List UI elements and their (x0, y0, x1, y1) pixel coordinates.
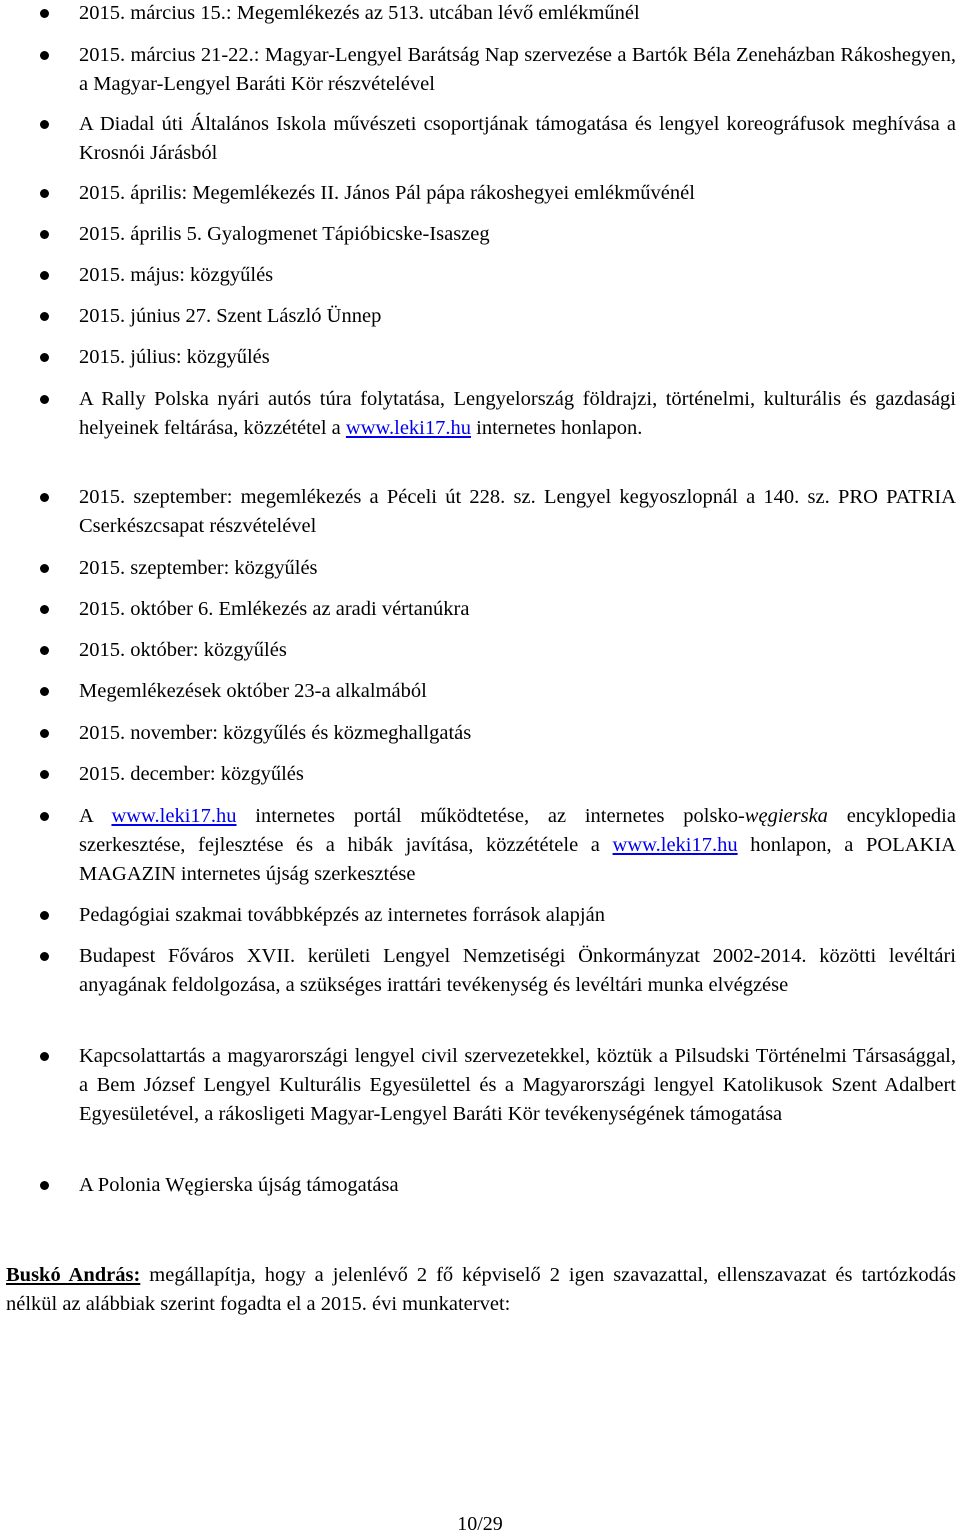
bullet-icon (40, 9, 49, 18)
bullet-icon (40, 271, 49, 280)
bullet-icon (40, 687, 49, 696)
leki17-link[interactable]: www.leki17.hu (612, 834, 738, 856)
bullet-icon (40, 493, 49, 502)
bullet-icon (40, 646, 49, 655)
bullet-icon (40, 230, 49, 239)
bullet-icon (40, 1052, 49, 1061)
bullet-icon (40, 911, 49, 920)
document-page: 2015. március 15.: Megemlékezés az 513. utcában lévő emlékműnél 2015. március 21-22.: Magyar-Lengyel Barátság Nap szervezése a Bartók Béla Zeneházban Rákoshegyen, a Magyar-Lengyel Baráti Kör részvételével A Diadal úti Általános Iskola művészeti csoportjának támogatása és lengyel koreográfusok meghívása a Krosnói Járásból 2015. április: Megemlékezés II. János Pál pápa rákoshegyei emlékművénél 2015. április 5. Gyalogmenet Tápióbicske-Isaszeg 2015. május: közgyűlés 2015. június 27. Szent László Ünnep 2015. július: közgyűlés A Rally Polska nyári autós túra folytatása, Lengyelország földrajzi, történelmi, kulturális és gazdasági helyeinek feltárása, közzététel a www.leki17.hu internetes honlapon. 2015. szeptember: megemlékezés a Péceli út 228. sz. Lengyel kegyoszlopnál a 140. sz. PRO PATRIA Cserkészcsapat részvételével 2015. szeptember: közgyűlés 2015. október 6. Emlékezés az aradi vértanúkra 2015. október: közgyűlés Megemlékezések október 23-a alkalmából 2015. november: közgyűlés és közmeghallgatás 2015. december: közgyűlés A www.leki17.hu internetes portál működtetése, az internetes polsko-węgierska encyklopedia szerkesztése, fejlesztése és a hibák javítása, közzététele a www.leki17.hu honlapon, a POLAKIA MAGAZIN internetes újság szerkesztése Pedagógiai szakmai továbbképzés az internetes források alapján Budapest Főváros XVII. kerületi Lengyel Nemzetiségi Önkormányzat 2002-2014. közötti levéltári anyagának feldolgozása, a szükséges irattári tevékenység és levéltári munka elvégzése Kapcsolattartás a magyarországi lengyel civil szervezetekkel, köztük a Pilsudski Történelmi Társasággal, a Bem József Lengyel Kulturális Egyesülettel és a Magyarországi lengyel Katolikusok Szent Adalbert Egyesületével, a rákosligeti Magyar-Lengyel Baráti Kör tevékenységének támogatása A Polonia Węgierska újság támogatása Buskó András: megállapítja, hogy a jelenlévő 2 fő képviselő 2 igen szavazattal, ellenszavazat és tartózkodás nélkül az alábbiak szerint fogadta el a 2015. évi munkatervet: 10/29 (0, 0, 960, 1536)
bullet-icon (40, 770, 49, 779)
bullet-icon (40, 952, 49, 961)
bullet-icon (40, 51, 49, 60)
bullet-icon (40, 120, 49, 129)
speaker-name: Buskó András: (6, 1263, 141, 1286)
resolution-paragraph: Buskó András: megállapítja, hogy a jelenlévő 2 fő képviselő 2 igen szavazattal, ellenszavazat és tartózkodás nélkül az alábbiak szerint fogadta el a 2015. évi munkatervet: (6, 1263, 956, 1315)
bullet-icon (40, 729, 49, 738)
bullet-icon (40, 605, 49, 614)
bullet-icon (40, 189, 49, 198)
leki17-link[interactable]: www.leki17.hu (345, 417, 471, 439)
bullet-icon (40, 395, 49, 404)
bullet-icon (40, 312, 49, 321)
bullet-icon (40, 353, 49, 362)
bullet-icon (40, 564, 49, 573)
page-number: 10/29 (457, 1513, 503, 1535)
bullet-icon (40, 812, 49, 821)
bullet-icon (40, 1181, 49, 1190)
leki17-link[interactable]: www.leki17.hu (111, 805, 237, 827)
